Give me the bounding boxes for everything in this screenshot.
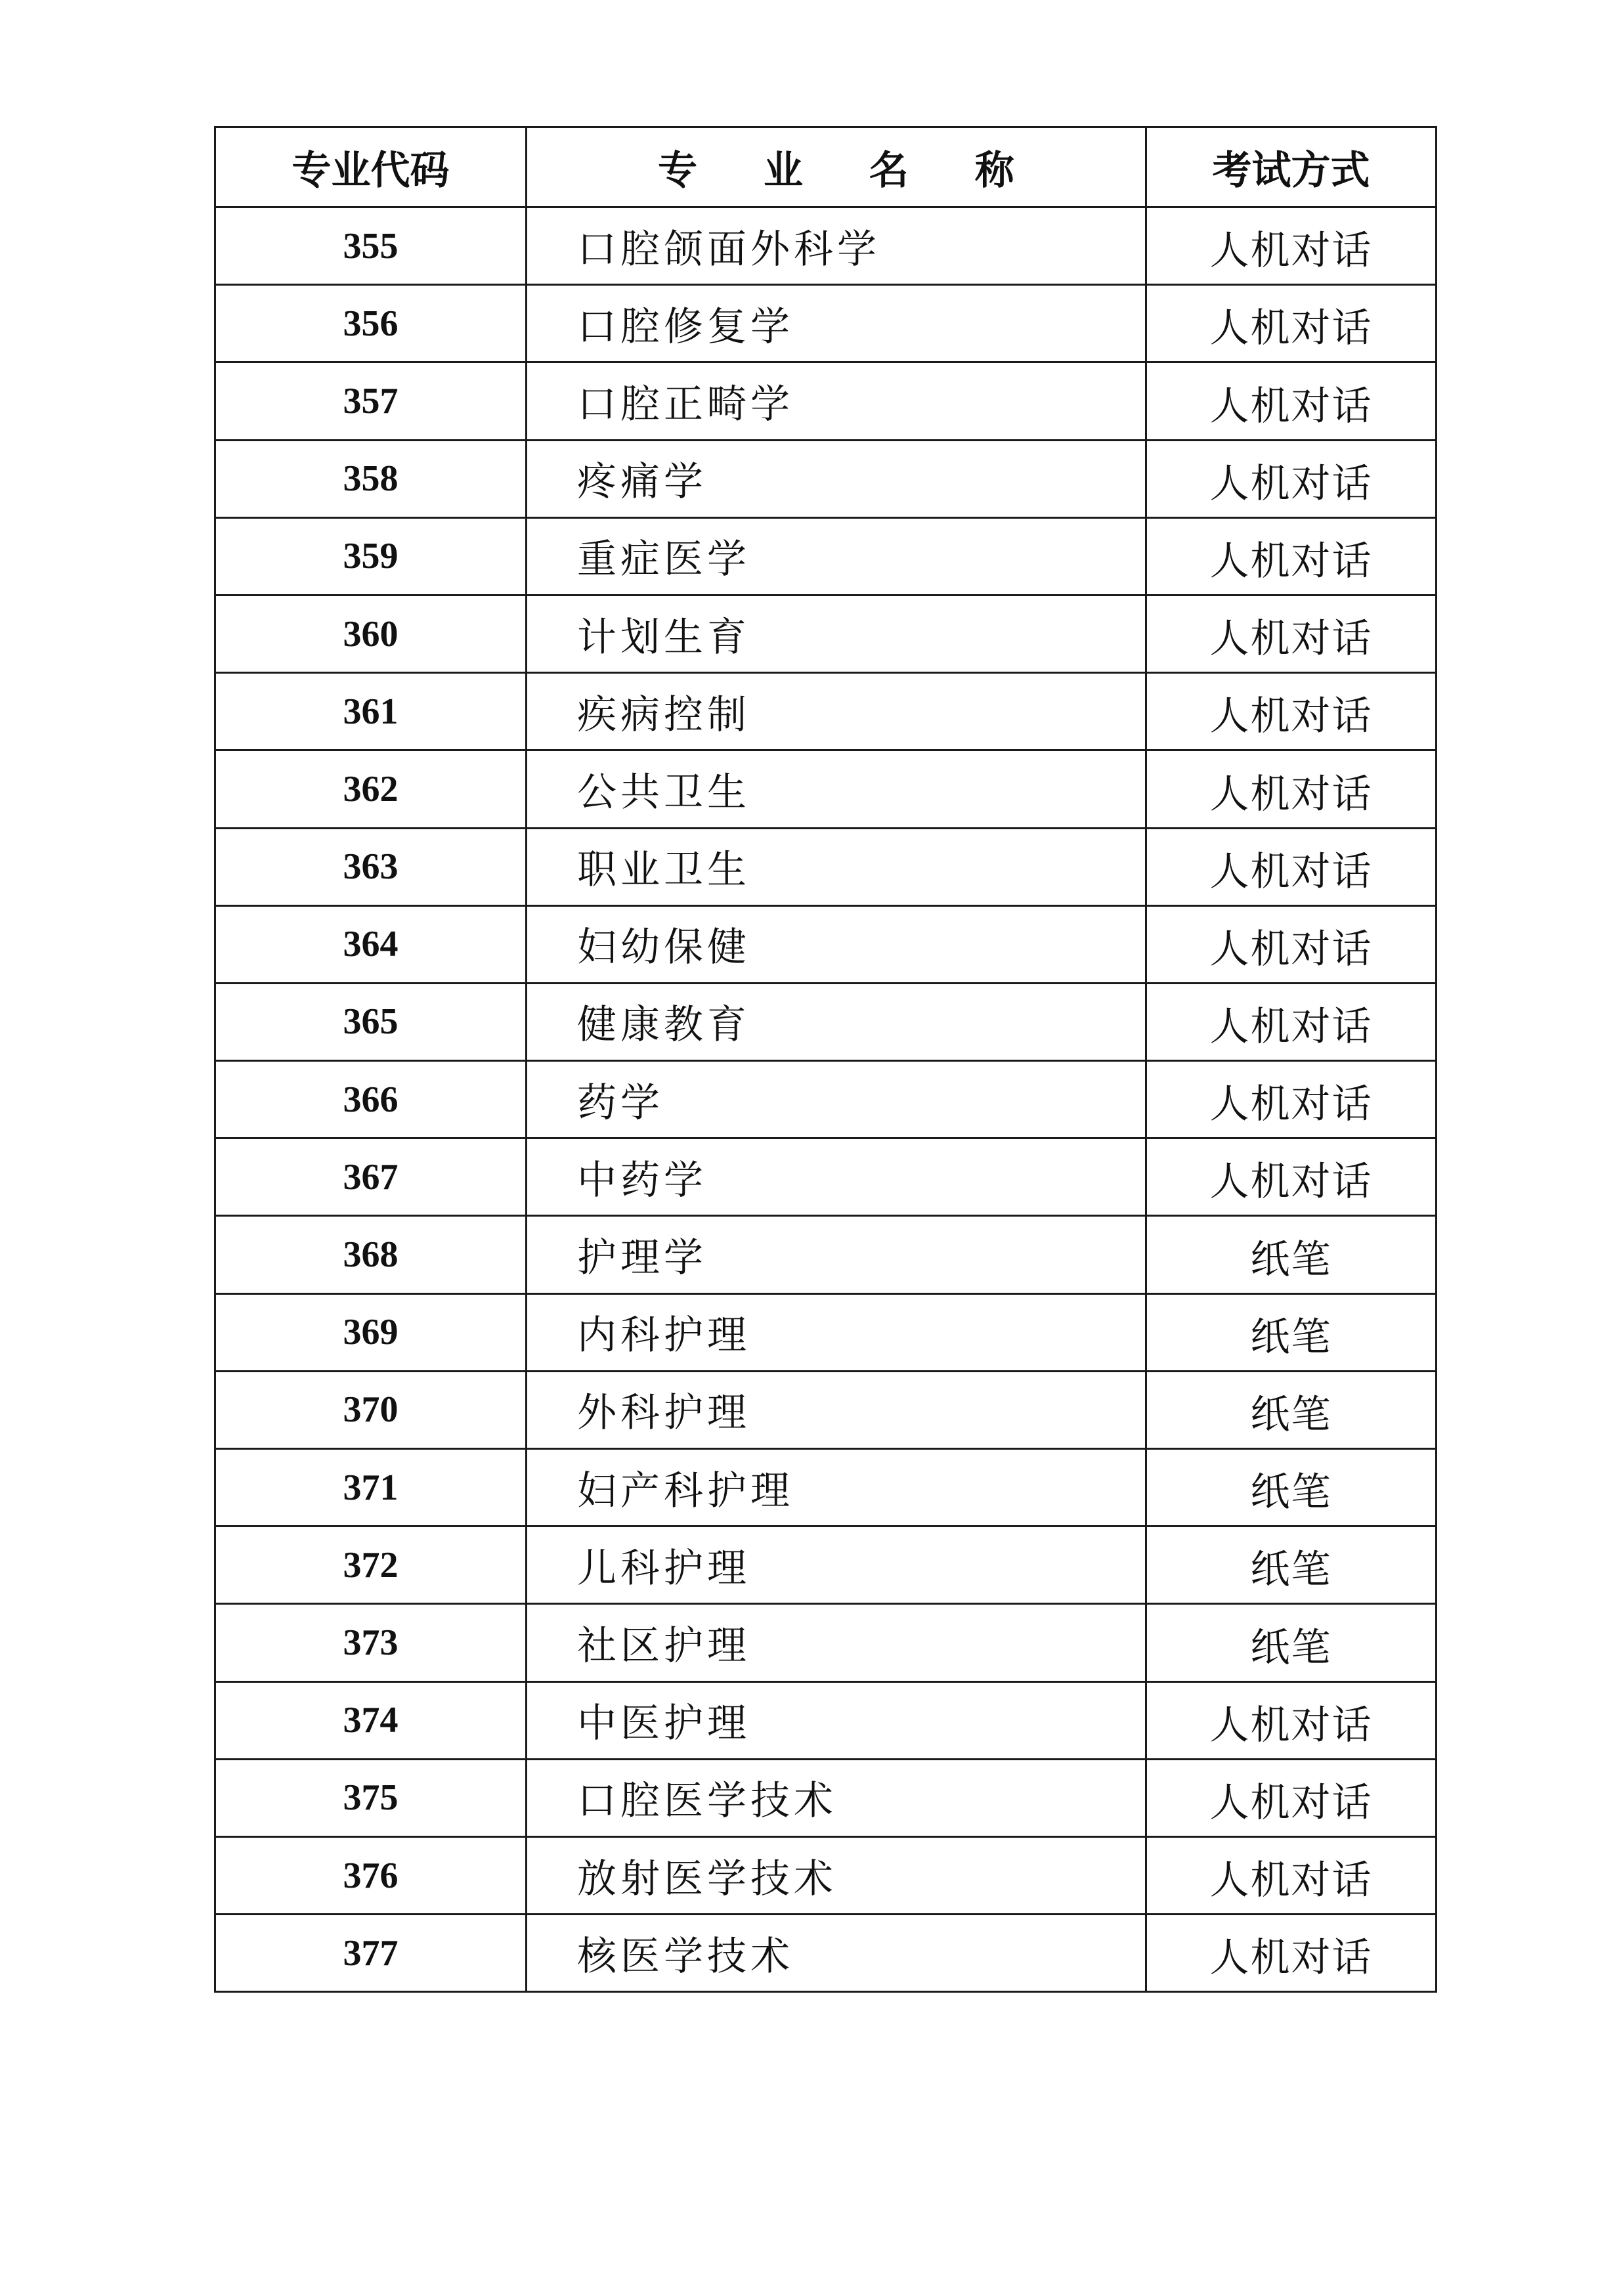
specialty-name-cell: 口腔正畸学 bbox=[527, 362, 1146, 440]
specialty-name-cell: 计划生育 bbox=[527, 595, 1146, 672]
specialty-name-cell: 妇幼保健 bbox=[527, 905, 1146, 983]
header-exam-mode: 考试方式 bbox=[1146, 127, 1437, 207]
specialty-code-cell: 367 bbox=[215, 1138, 527, 1216]
specialty-name-cell: 放射医学技术 bbox=[527, 1836, 1146, 1914]
header-specialty-name: 专 业 名 称 bbox=[527, 127, 1146, 207]
exam-mode-cell: 人机对话 bbox=[1146, 1681, 1437, 1759]
specialty-code-cell: 357 bbox=[215, 362, 527, 440]
exam-mode-cell: 纸笔 bbox=[1146, 1293, 1437, 1371]
table-row bbox=[215, 1216, 1437, 1293]
table-row bbox=[215, 750, 1437, 828]
table-row bbox=[215, 1371, 1437, 1448]
exam-mode-cell: 人机对话 bbox=[1146, 362, 1437, 440]
specialty-code-cell: 374 bbox=[215, 1681, 527, 1759]
table-row bbox=[215, 362, 1437, 440]
exam-mode-cell: 人机对话 bbox=[1146, 905, 1437, 983]
table-row bbox=[215, 1293, 1437, 1371]
specialty-code-cell: 375 bbox=[215, 1759, 527, 1836]
table-row bbox=[215, 517, 1437, 595]
specialty-name-cell: 公共卫生 bbox=[527, 750, 1146, 828]
exam-mode-cell: 人机对话 bbox=[1146, 440, 1437, 517]
specialty-name-cell: 疾病控制 bbox=[527, 673, 1146, 750]
specialty-name-cell: 健康教育 bbox=[527, 983, 1146, 1060]
exam-mode-cell: 纸笔 bbox=[1146, 1449, 1437, 1527]
specialty-name-cell: 外科护理 bbox=[527, 1371, 1146, 1448]
specialty-name-cell: 职业卫生 bbox=[527, 828, 1146, 905]
exam-mode-cell: 纸笔 bbox=[1146, 1216, 1437, 1293]
table-row bbox=[215, 1138, 1437, 1216]
table-row bbox=[215, 1759, 1437, 1836]
exam-mode-cell: 人机对话 bbox=[1146, 1759, 1437, 1836]
table-row bbox=[215, 1449, 1437, 1527]
specialty-name-cell: 药学 bbox=[527, 1061, 1146, 1138]
table-body bbox=[215, 207, 1437, 1992]
exam-mode-cell: 纸笔 bbox=[1146, 1527, 1437, 1604]
exam-mode-cell: 人机对话 bbox=[1146, 595, 1437, 672]
table-row bbox=[215, 1061, 1437, 1138]
specialty-code-cell: 361 bbox=[215, 673, 527, 750]
specialty-code-cell: 358 bbox=[215, 440, 527, 517]
table-row bbox=[215, 1604, 1437, 1681]
specialty-code-cell: 369 bbox=[215, 1293, 527, 1371]
specialty-code-cell: 359 bbox=[215, 517, 527, 595]
specialty-name-cell: 社区护理 bbox=[527, 1604, 1146, 1681]
table-row bbox=[215, 828, 1437, 905]
table-row bbox=[215, 673, 1437, 750]
specialty-code-cell: 377 bbox=[215, 1915, 527, 1992]
specialty-name-cell: 妇产科护理 bbox=[527, 1449, 1146, 1527]
exam-mode-cell: 人机对话 bbox=[1146, 750, 1437, 828]
specialty-code-cell: 371 bbox=[215, 1449, 527, 1527]
exam-mode-cell: 纸笔 bbox=[1146, 1371, 1437, 1448]
specialty-code-cell: 365 bbox=[215, 983, 527, 1060]
table-row bbox=[215, 1527, 1437, 1604]
exam-mode-cell: 人机对话 bbox=[1146, 1061, 1437, 1138]
exam-mode-cell: 纸笔 bbox=[1146, 1604, 1437, 1681]
exam-mode-cell: 人机对话 bbox=[1146, 673, 1437, 750]
exam-mode-cell: 人机对话 bbox=[1146, 1138, 1437, 1216]
specialty-name-cell: 核医学技术 bbox=[527, 1915, 1146, 1992]
exam-mode-cell: 人机对话 bbox=[1146, 828, 1437, 905]
specialty-code-cell: 355 bbox=[215, 207, 527, 285]
specialty-code-cell: 356 bbox=[215, 285, 527, 362]
specialty-table bbox=[214, 126, 1437, 1993]
specialty-name-cell: 口腔修复学 bbox=[527, 285, 1146, 362]
specialty-code-cell: 360 bbox=[215, 595, 527, 672]
specialty-code-cell: 366 bbox=[215, 1061, 527, 1138]
table-row bbox=[215, 207, 1437, 285]
table-header-row bbox=[215, 127, 1437, 207]
table-row bbox=[215, 595, 1437, 672]
table-row bbox=[215, 1681, 1437, 1759]
specialty-name-cell: 护理学 bbox=[527, 1216, 1146, 1293]
specialty-code-cell: 364 bbox=[215, 905, 527, 983]
specialty-code-cell: 373 bbox=[215, 1604, 527, 1681]
table-row bbox=[215, 440, 1437, 517]
specialty-name-cell: 儿科护理 bbox=[527, 1527, 1146, 1604]
table-row bbox=[215, 1836, 1437, 1914]
specialty-code-cell: 372 bbox=[215, 1527, 527, 1604]
specialty-name-cell: 内科护理 bbox=[527, 1293, 1146, 1371]
exam-mode-cell: 人机对话 bbox=[1146, 285, 1437, 362]
specialty-name-cell: 疼痛学 bbox=[527, 440, 1146, 517]
specialty-code-cell: 362 bbox=[215, 750, 527, 828]
table-row bbox=[215, 905, 1437, 983]
specialty-name-cell: 口腔颌面外科学 bbox=[527, 207, 1146, 285]
table-row bbox=[215, 285, 1437, 362]
exam-mode-cell: 人机对话 bbox=[1146, 1836, 1437, 1914]
specialty-code-cell: 368 bbox=[215, 1216, 527, 1293]
exam-mode-cell: 人机对话 bbox=[1146, 983, 1437, 1060]
table-row bbox=[215, 983, 1437, 1060]
specialty-name-cell: 中医护理 bbox=[527, 1681, 1146, 1759]
header-specialty-code: 专业代码 bbox=[215, 127, 527, 207]
specialty-name-cell: 口腔医学技术 bbox=[527, 1759, 1146, 1836]
table-row bbox=[215, 1915, 1437, 1992]
specialty-name-cell: 中药学 bbox=[527, 1138, 1146, 1216]
exam-mode-cell: 人机对话 bbox=[1146, 517, 1437, 595]
exam-mode-cell: 人机对话 bbox=[1146, 1915, 1437, 1992]
specialty-code-cell: 363 bbox=[215, 828, 527, 905]
exam-mode-cell: 人机对话 bbox=[1146, 207, 1437, 285]
specialty-name-cell: 重症医学 bbox=[527, 517, 1146, 595]
specialty-code-cell: 376 bbox=[215, 1836, 527, 1914]
specialty-code-cell: 370 bbox=[215, 1371, 527, 1448]
